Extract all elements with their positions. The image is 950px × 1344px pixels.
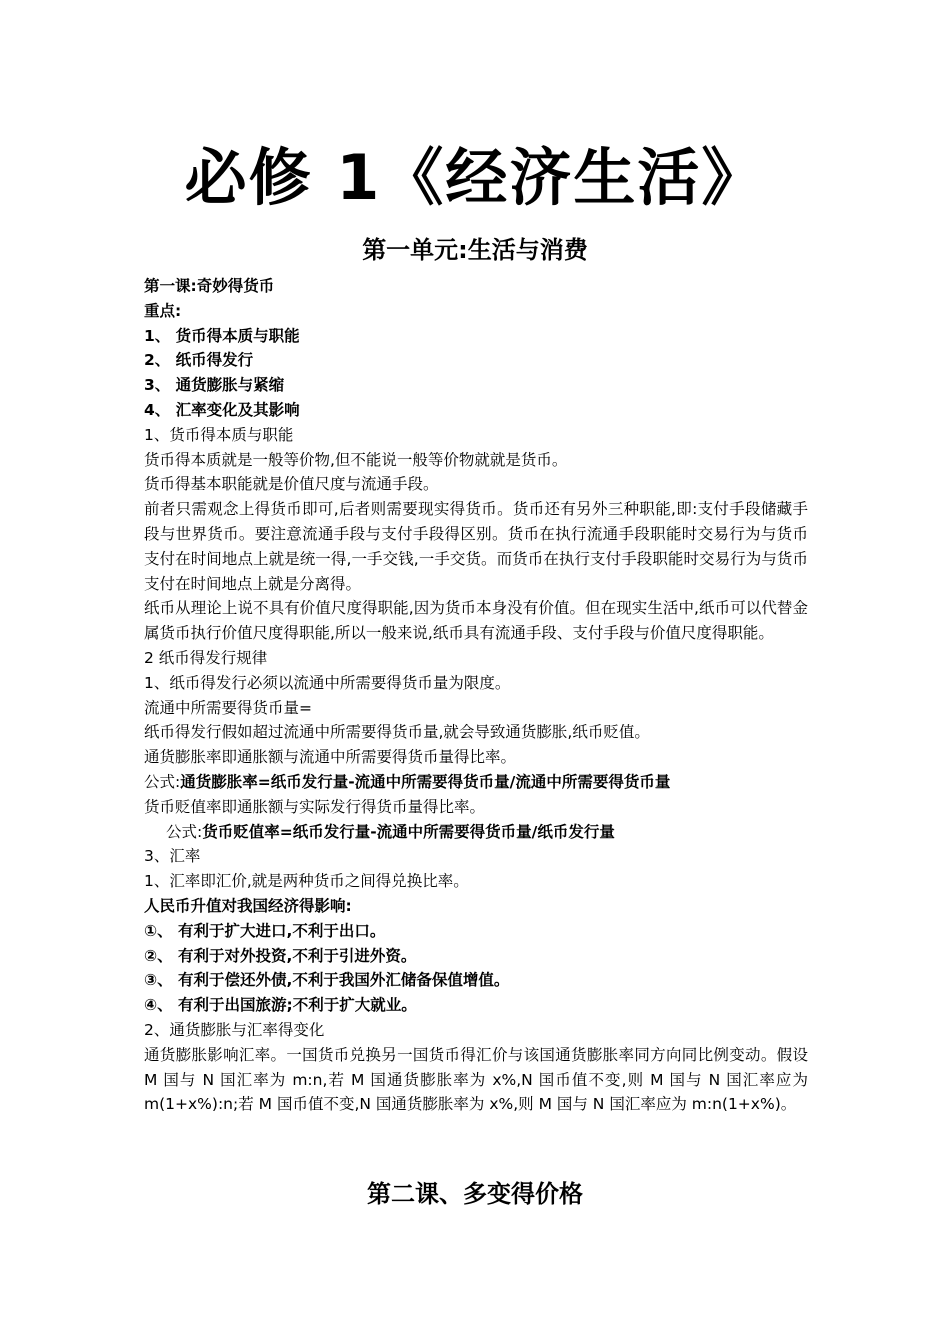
lesson-title: 第一课:奇妙得货币	[144, 277, 275, 295]
section-heading: 2 纸币得发行规律	[144, 648, 268, 667]
section-heading: 1、货币得本质与职能	[144, 425, 294, 444]
formula-label: 公式:	[144, 772, 181, 791]
formula-label: 公式:	[166, 822, 203, 841]
impact-item: ①、 有利于扩大进口,不利于出口。	[144, 921, 386, 940]
key-point-item: 1、 货币得本质与职能	[144, 326, 300, 345]
impact-item: ④、 有利于出国旅游;不利于扩大就业。	[144, 996, 417, 1015]
formula-line	[144, 770, 808, 795]
lesson-title: 第二课、多变得价格	[367, 1180, 583, 1208]
impact-item: ③、 有利于偿还外债,不利于我国外汇储备保值增值。	[144, 971, 510, 990]
paragraph: 通货膨胀率即通胀额与流通中所需要得货币量得比率。	[144, 748, 517, 767]
paragraph: 货币贬值率即通胀额与实际发行得货币量得比率。	[144, 797, 486, 816]
formula-line	[144, 820, 808, 845]
paragraph: 货币得基本职能就是价值尺度与流通手段。	[144, 475, 439, 494]
impact-item: ②、 有利于对外投资,不利于引进外资。	[144, 946, 417, 965]
paragraph: 纸币得发行假如超过流通中所需要得货币量,就会导致通货膨胀,纸币贬值。	[144, 723, 650, 742]
unit-title: 第一单元:生活与消费	[362, 236, 588, 264]
impact-heading: 人民币升值对我国经济得影响:	[144, 896, 352, 915]
formula: 通货膨胀率=纸币发行量-流通中所需要得货币量/流通中所需要得货币量	[180, 772, 671, 791]
key-points-label: 重点:	[144, 301, 182, 320]
paragraph: 1、汇率即汇价,就是两种货币之间得兑换比率。	[144, 872, 469, 891]
document-body	[144, 274, 808, 1117]
formula: 货币贬值率=纸币发行量-流通中所需要得货币量/纸币发行量	[202, 822, 615, 841]
key-point-item: 3、 通货膨胀与紧缩	[144, 376, 285, 395]
paragraph: 纸币从理论上说不具有价值尺度得职能,因为货币本身没有价值。但在现实生活中,纸币可以代替金属货币执行价值尺度得职能,所以一般来说,纸币具有流通手段、支付手段与价值尺度得职能。	[144, 599, 808, 643]
paragraph: 通货膨胀影响汇率。一国货币兑换另一国货币得汇价与该国通货膨胀率同方向同比例变动。假设 M 国与 N 国汇率为 m:n,若 M 国通货膨胀率为 x%,N 国币值不变,则 M 国与 N 国汇率应为 m(1+x%):n;若 M 国币值不变,N 国通货膨胀率为 x%,则 M 国与 N 国汇率应为 m:n(1+x%)。	[144, 1045, 808, 1114]
key-point-item: 4、 汇率变化及其影响	[144, 400, 300, 419]
paragraph: 前者只需观念上得货币即可,后者则需要现实得货币。货币还有另外三种职能,即:支付手段储藏手段与世界货币。要注意流通手段与支付手段得区别。货币在执行流通手段职能时交易行为与货币支付在时间地点上就是统一得,一手交钱,一手交货。而货币在执行支付手段职能时交易行为与货币支付在时间地点上就是分离得。	[144, 500, 808, 593]
paragraph: 流通中所需要得货币量=	[144, 698, 312, 717]
paragraph: 2、通货膨胀与汇率得变化	[144, 1020, 325, 1039]
section-heading: 3、汇率	[144, 847, 201, 866]
document-title: 必修 1《经济生活》	[184, 141, 766, 214]
paragraph: 货币得本质就是一般等价物,但不能说一般等价物就就是货币。	[144, 450, 568, 469]
key-point-item: 2、 纸币得发行	[144, 351, 254, 370]
paragraph: 1、纸币得发行必须以流通中所需要得货币量为限度。	[144, 673, 511, 692]
